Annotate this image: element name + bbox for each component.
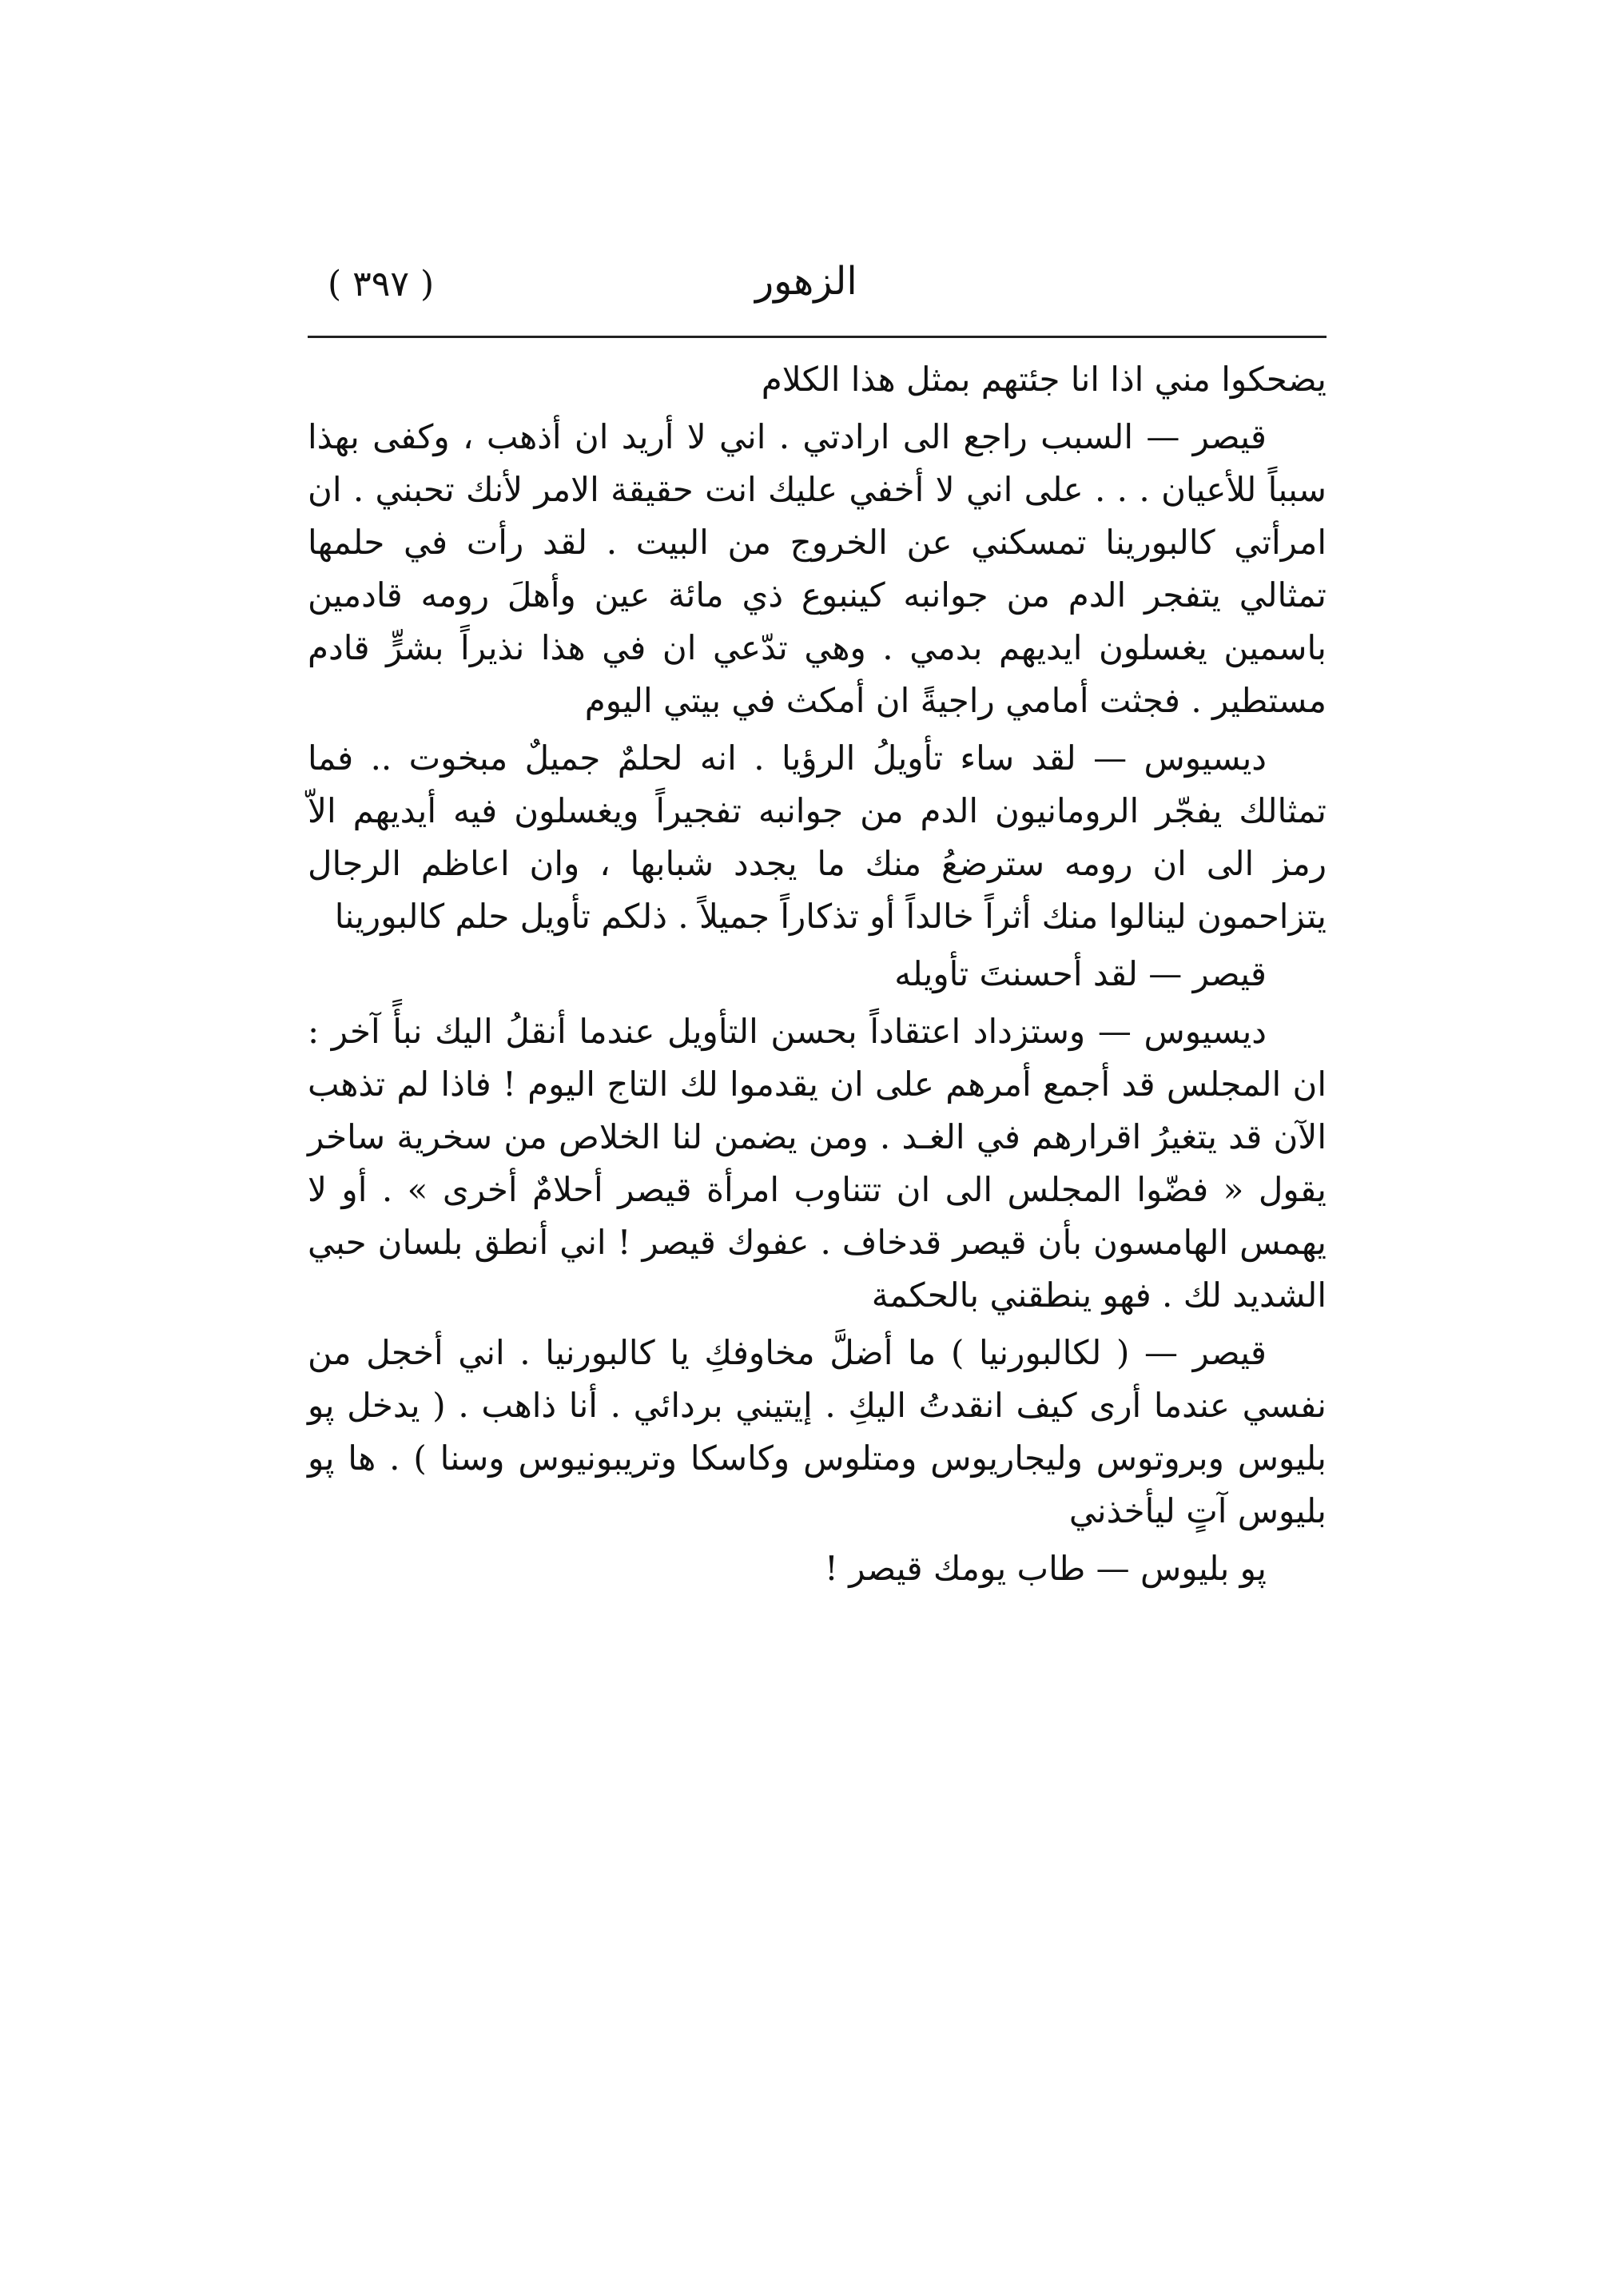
paragraph: قيصر — لقد أحسنتَ تأويله <box>894 954 1267 993</box>
paragraph: يضحكوا مني اذا انا جئتهم بمثل هذا الكلام <box>761 360 1327 399</box>
running-header <box>308 254 1327 334</box>
paragraph: ديسيوس — وستزداد اعتقاداً بحسن التأويل عندما أنقلُ اليك نبأً آخر : ان المجلس قد أجمع أمرهم على ان يقدموا لك التاج اليوم ! فاذا لم تذهب الآن قد يتغيرُ اقرارهم في الغـد . ومن يضمن لنا الخلاص من سخرية ساخر يقول « فضّوا المجلس الى ان تتناوب امرأة قيصر أحلامٌ أخرى » . أو لا يهمس الهامسون بأن قيصر قدخاف . عفوك قيصر ! اني أنطق بلسان حبي الشديد لك . فهو ينطقني بالحكمة <box>308 1012 1327 1315</box>
paragraph: پو بليوس — طاب يومك قيصر ! <box>825 1549 1267 1588</box>
paragraph: قيصر — السبب راجع الى ارادتي . اني لا أريد ان أذهب ، وكفى بهذا سبباً للأعيان . . . على اني لا أخفي عليك انت حقيقة الامر لأنك تحبني . ان امرأتي كالبورينا تمسكني عن الخروج من البيت . لقد رأت في حلمها تمثالي يتفجر الدم من جوانبه كينبوع ذي مائة عين وأهلَ رومه قادمين باسمين يغسلون ايديهم بدمي . وهي تدّعي ان في هذا نذيراً بشرٍّ قادم مستطير . فجثت أمامي راجيةً ان أمكث في بيتي اليوم <box>308 417 1327 720</box>
page-number: ( ٣٩٧ ) <box>328 264 435 304</box>
body-text <box>308 353 1327 1600</box>
paragraph: قيصر — ( لكالبورنيا ) ما أضلَّ مخاوفكِ يا كالبورنيا . اني أخجل من نفسي عندما أرى كيف انقدتُ اليكِ . إيتيني بردائي . أنا ذاهب . ( يدخل پو بليوس وبروتوس وليجاريوس ومتلوس وكاسكا وتريبونيوس وسنا ) . ها پو بليوس آتٍ ليأخذني <box>308 1333 1327 1530</box>
paragraph: ديسيوس — لقد ساء تأويلُ الرؤيا . انه لحلمٌ جميلٌ مبخوت .. فما تمثالك يفجّر الرومانيون الدم من جوانبه تفجيراً ويغسلون فيه أيديهم الاّ رمز الى ان رومه سترضعُ منك ما يجدد شبابها ، وان اعاظم الرجال يتزاحمون لينالوا منك أثراً خالداً أو تذكاراً جميلاً . ذلكم تأويل حلم كالبورينا <box>308 738 1327 936</box>
header-divider <box>308 336 1327 338</box>
running-title: الزهور <box>755 259 857 304</box>
